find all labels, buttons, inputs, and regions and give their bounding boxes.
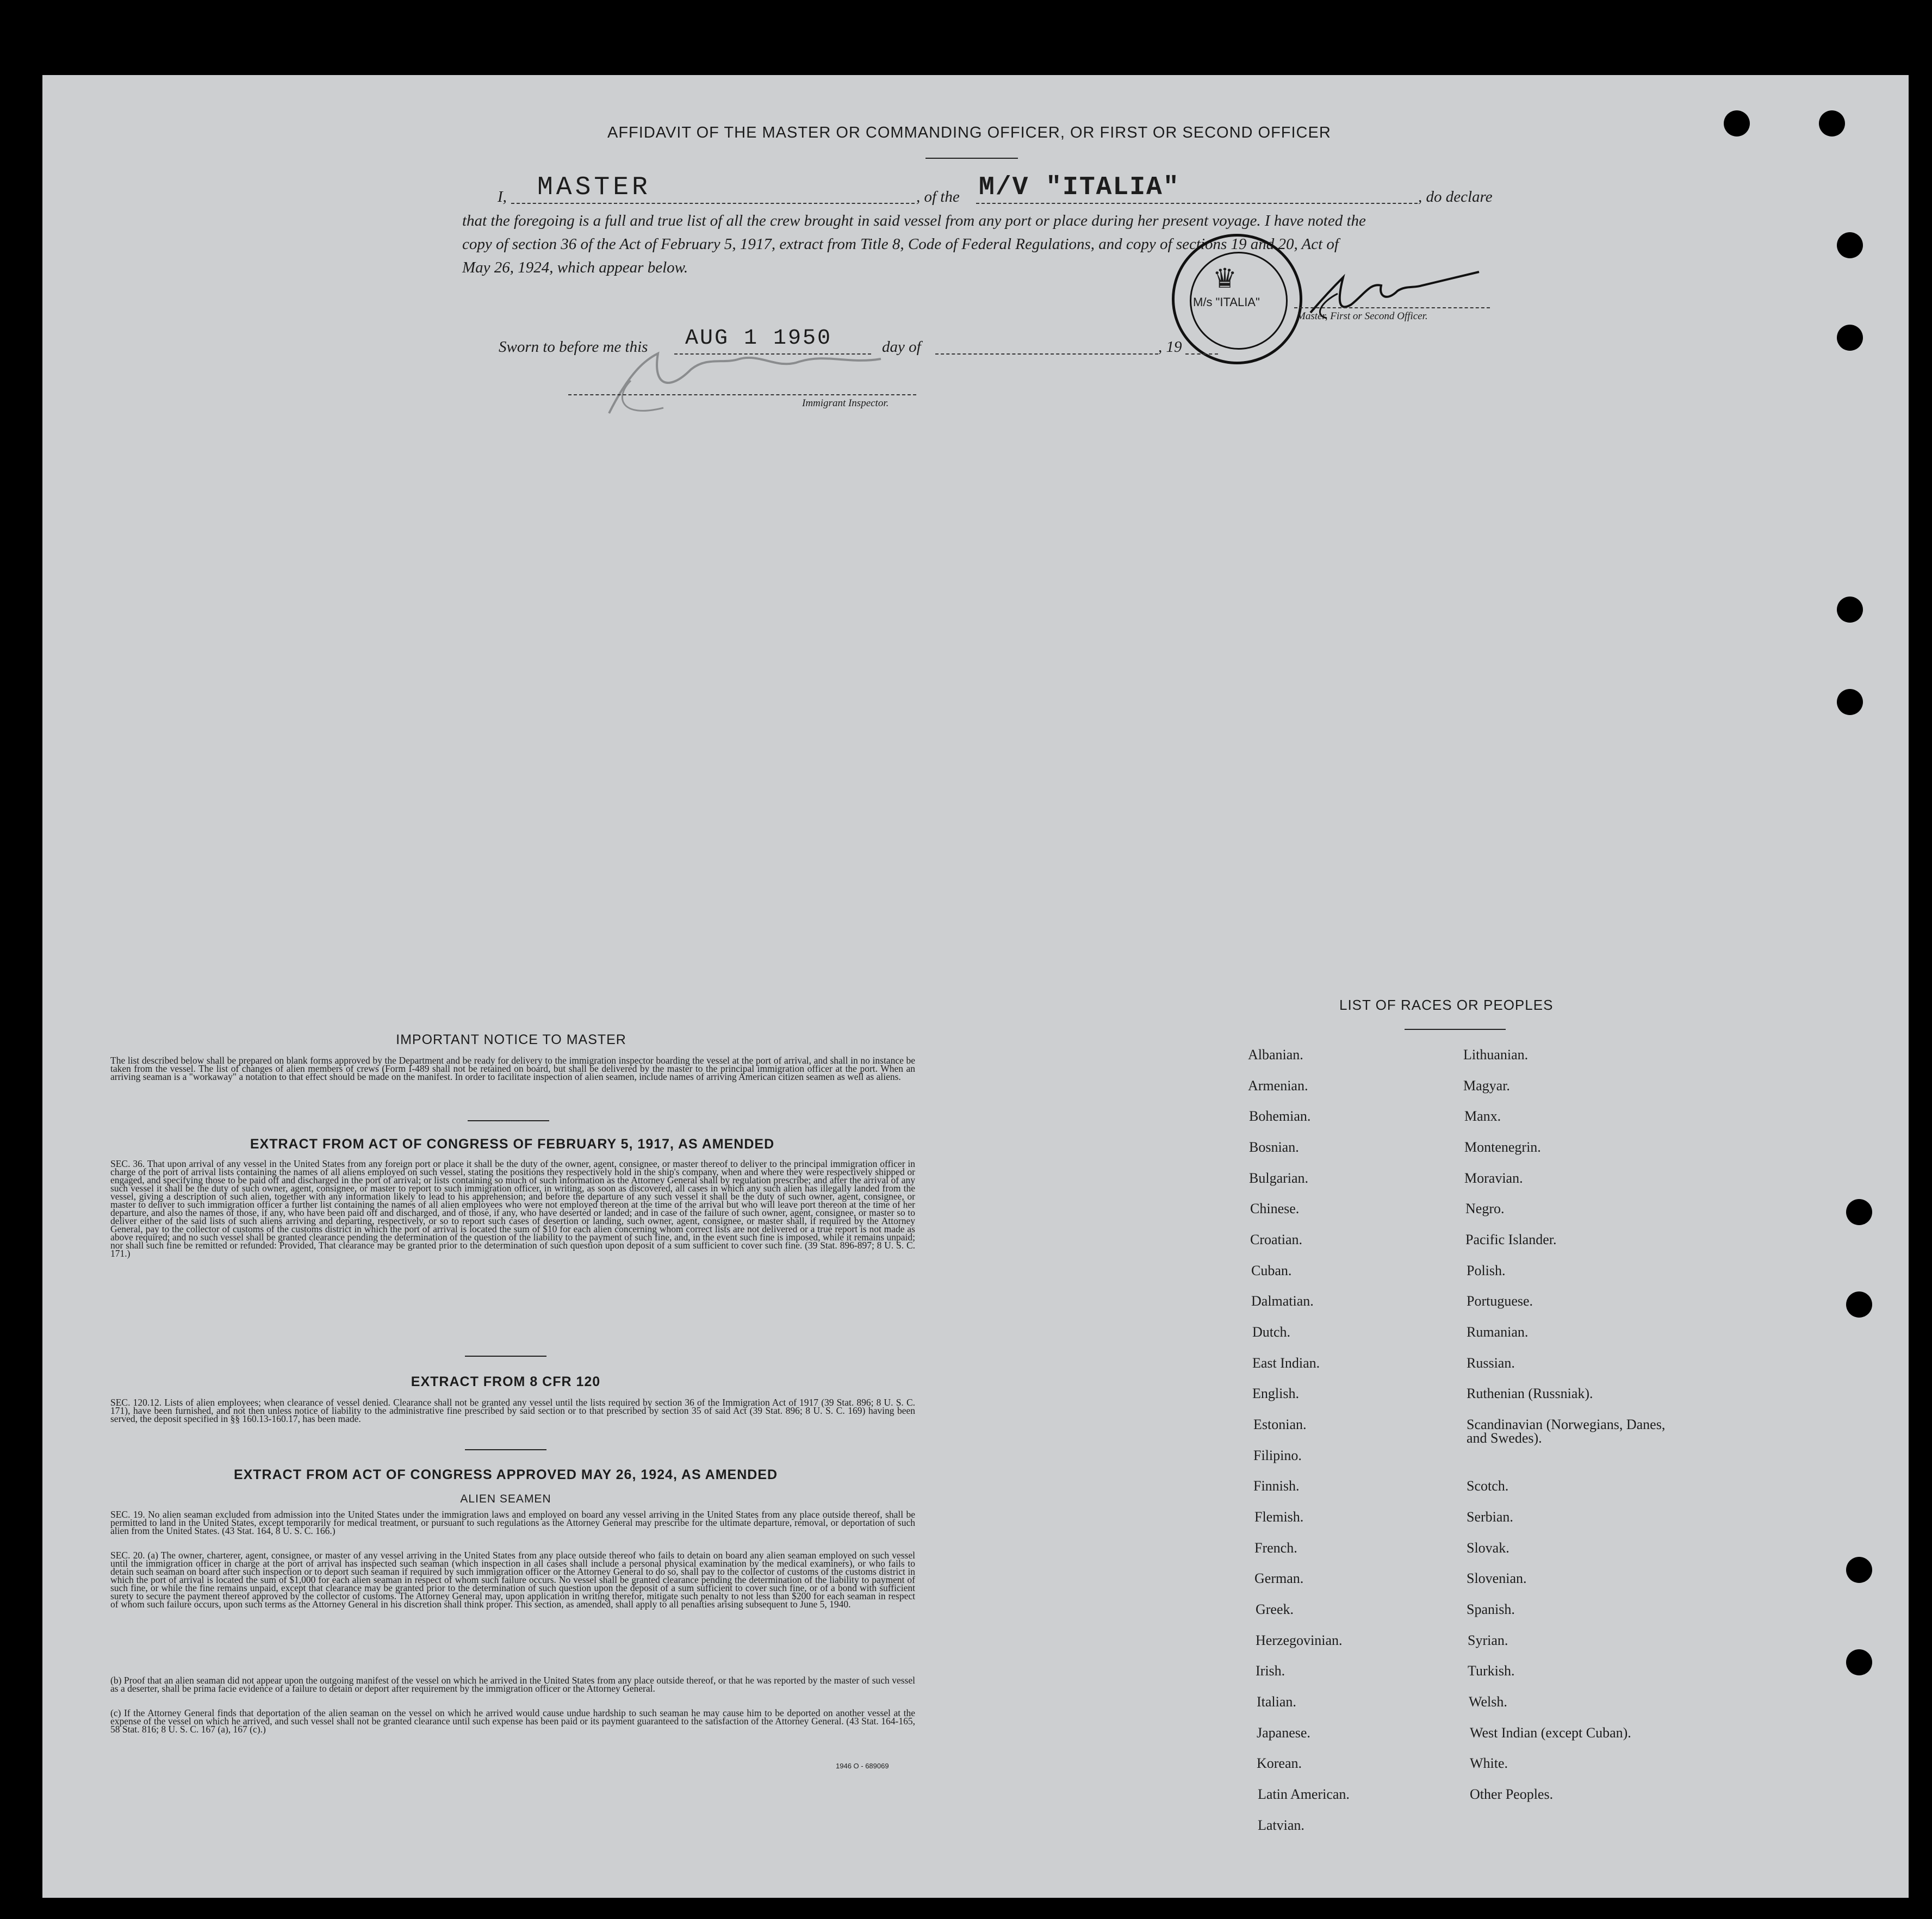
race-item: Magyar.	[1463, 1078, 1510, 1094]
race-item: West Indian (except Cuban).	[1470, 1725, 1631, 1741]
inspector-signature-line	[568, 394, 916, 395]
race-item: Korean.	[1257, 1755, 1302, 1771]
punch-hole	[1837, 232, 1863, 258]
notice-divider	[468, 1120, 549, 1121]
race-item: Albanian.	[1248, 1047, 1303, 1063]
sec-20b-text: (b) Proof that an alien seaman did not appear upon the outgoing manifest of the vessel on which he arrived in the United States from any place outside thereof, or that he was reported by the master of such vessel as a deserter, shall be prima facie evidence of a failure to detain or deport after requirement by the immigration officer or the Attorney General.	[110, 1675, 915, 1694]
race-item: Scotch.	[1467, 1478, 1509, 1494]
race-item: Moravian.	[1464, 1170, 1523, 1186]
notice-text: The list described below shall be prepared on blank forms approved by the Department and be ready for delivery to the immigration inspector boarding the vessel at the port of arrival, and shall in no instance be taken from the vessel. The list of changes of alien members of crews (Form I-489 shall not be retained on board, but shall be delivered by the master to the principal immigration officer at the port. When an arriving seaman is a "workaway" a notation to that effect should be made on the manifest. In order to facilitate inspection of alien seamen, include names of arriving American citizen seamen as well as aliens.	[110, 1055, 915, 1082]
affidavit-line-2: that the foregoing is a full and true list of all the crew brought in said vessel from any port or place during her present voyage. I have noted the	[462, 212, 1366, 229]
race-item: East Indian.	[1252, 1355, 1320, 1371]
races-divider	[1405, 1029, 1506, 1030]
race-item: Ruthenian (Russniak).	[1467, 1386, 1593, 1401]
print-code: 1946 O - 689069	[836, 1762, 889, 1770]
shipping-agent-stamp	[1172, 234, 1302, 364]
race-item: Greek.	[1256, 1601, 1294, 1617]
race-item: Syrian.	[1468, 1632, 1508, 1648]
punch-hole	[1837, 689, 1863, 715]
vessel-line	[976, 203, 1418, 204]
race-item: Finnish.	[1253, 1478, 1300, 1494]
race-item: Croatian.	[1250, 1232, 1303, 1247]
punch-hole	[1837, 597, 1863, 623]
race-item: Bosnian.	[1249, 1139, 1299, 1155]
race-item: Welsh.	[1469, 1694, 1507, 1710]
extract-cfr-heading: EXTRACT FROM 8 CFR 120	[411, 1374, 601, 1389]
race-item: Polish.	[1467, 1263, 1506, 1278]
race-item: Bohemian.	[1249, 1108, 1311, 1124]
race-item: Montenegrin.	[1464, 1139, 1541, 1155]
race-item: Scandinavian (Norwegians, Danes, and Swedes).	[1467, 1417, 1666, 1446]
day-of-label: day of	[882, 338, 921, 356]
race-item: Latvian.	[1258, 1817, 1304, 1833]
race-item: Pacific Islander.	[1465, 1232, 1557, 1247]
race-item: Latin American.	[1258, 1786, 1350, 1802]
inspector-signature	[598, 337, 903, 430]
punch-hole	[1846, 1291, 1872, 1318]
inspector-caption: Immigrant Inspector.	[802, 398, 889, 409]
race-item: Spanish.	[1467, 1601, 1515, 1617]
vessel-name: M/V "ITALIA"	[979, 173, 1180, 202]
races-heading: LIST OF RACES OR PEOPLES	[1339, 997, 1554, 1013]
race-item: Rumanian.	[1467, 1324, 1529, 1340]
sec-19-text: SEC. 19. No alien seaman excluded from admission into the United States under the immigration laws and employed on board any vessel arriving in the United States from any place outside thereof, shall be permitted to land in the United States, except temporarily for medical treatment, or pursuant to such regulations as the Attorney General may prescribe for the ultimate departure, removal, or deportation of such alien from the United States. (43 Stat. 164, 8 U. S. C. 166.)	[110, 1509, 915, 1536]
punch-hole	[1837, 325, 1863, 351]
race-item: Irish.	[1256, 1663, 1285, 1679]
stamp-ship-name: M/s "ITALIA"	[1193, 295, 1260, 309]
of-the-label: , of the	[916, 188, 960, 206]
race-item: Turkish.	[1468, 1663, 1515, 1679]
title-divider	[925, 158, 1018, 159]
year-line	[1185, 353, 1218, 355]
extract-cfr-divider	[465, 1449, 546, 1450]
sec-20a-text: SEC. 20. (a) The owner, charterer, agent, consignee, or master of any vessel arriving in the United States from any place outside thereof who fails to detain on board any alien seaman employed on such vessel until the immigration officer in charge at the port of arrival has inspected such seaman (which inspection in all cases shall include a personal physical examination by the medical examiners), or who fails to detain such seaman on board after such inspection or to deport such seaman if required by such immigration officer or the Attorney General to do so, shall pay to the collector of customs of the customs district in which the port of arrival is located the sum of $1,000 for each alien seaman in respect of whom such failure occurs. No vessel shall be granted clearance pending the determination of the liability to payment of such fine, or while the fine remains unpaid, except that clearance may be granted prior to the determination of such question upon the deposit of a sum sufficient to cover such fine, or of a bond with sufficient surety to secure the payment thereof approved by the collector of customs. The Attorney General may, upon application in writing therefor, mitigate such penalty to not less than $200 for each seaman in respect of whom such failure occurs, upon such terms as the Attorney General in his discretion shall think proper. This section, as amended, shall apply to all penalties arising subsequent to June 5, 1940.	[110, 1550, 915, 1610]
punch-hole	[1846, 1649, 1872, 1675]
crown-icon: ♛	[1213, 263, 1237, 294]
form-page	[42, 75, 1909, 1898]
punch-hole	[1846, 1557, 1872, 1583]
sec-20c-text: (c) If the Attorney General finds that deportation of the alien seaman on the vessel on which he arrived would cause undue hardship to such seaman he may cause him to be deported on another vessel at the expense of the vessel on which he arrived, and such vessel shall not be granted clearance until such expense has been paid or its payment guaranteed to the satisfaction of the Attorney General. (43 Stat. 164-165, 58 Stat. 816; 8 U. S. C. 167 (a), 167 (c).)	[110, 1707, 915, 1735]
race-item: Cuban.	[1251, 1263, 1292, 1278]
race-item: Negro.	[1465, 1201, 1505, 1216]
name-line	[511, 203, 915, 204]
notice-heading: IMPORTANT NOTICE TO MASTER	[396, 1032, 626, 1047]
i-label: I,	[498, 188, 507, 206]
race-item: English.	[1252, 1386, 1299, 1401]
race-item: Serbian.	[1467, 1509, 1513, 1525]
do-declare-label: , do declare	[1418, 188, 1493, 206]
punch-hole	[1819, 110, 1845, 136]
extract-1917-heading: EXTRACT FROM ACT OF CONGRESS OF FEBRUARY 5, 1917, AS AMENDED	[250, 1137, 775, 1152]
race-item: Armenian.	[1248, 1078, 1308, 1094]
extract-1924-heading: EXTRACT FROM ACT OF CONGRESS APPROVED MAY 26, 1924, AS AMENDED	[233, 1467, 778, 1482]
affidavit-line-4: May 26, 1924, which appear below.	[462, 259, 688, 276]
race-item: Russian.	[1467, 1355, 1515, 1371]
declarant-name: MASTER	[537, 173, 651, 202]
punch-hole	[1724, 110, 1750, 136]
race-item: Italian.	[1257, 1694, 1296, 1710]
race-item: French.	[1254, 1540, 1297, 1556]
extract-cfr-text: SEC. 120.12. Lists of alien employees; when clearance of vessel denied. Clearance shall not be granted any vessel until the lists required by section 36 of the Immigration Act of 1917 (39 Stat. 896; 8 U. S. C. 171), have been furnished, and not then unless notice of liability to the administrative fine prescribed by said section or to that prescribed by section 35 of said Act (39 Stat. 896; 8 U. S. C. 169) having been served, the deposit specified in §§ 160.13-160.17, has been made.	[110, 1397, 915, 1424]
race-item: White.	[1470, 1755, 1508, 1771]
race-item: German.	[1254, 1570, 1304, 1586]
race-item: Japanese.	[1257, 1725, 1310, 1741]
race-item: Other Peoples.	[1470, 1786, 1554, 1802]
race-item: Portuguese.	[1467, 1293, 1533, 1309]
race-item: Slovak.	[1467, 1540, 1509, 1556]
race-item: Estonian.	[1253, 1417, 1307, 1432]
sworn-label: Sworn to before me this	[499, 338, 648, 356]
race-item: Slovenian.	[1467, 1570, 1527, 1586]
race-item: Chinese.	[1250, 1201, 1300, 1216]
year-prefix: , 19	[1158, 338, 1182, 356]
punch-hole	[1846, 1199, 1872, 1225]
race-item: Dalmatian.	[1251, 1293, 1314, 1309]
race-item: Lithuanian.	[1463, 1047, 1529, 1063]
extract-1917-divider	[465, 1356, 546, 1357]
race-item: Dutch.	[1252, 1324, 1291, 1340]
race-item: Manx.	[1464, 1108, 1501, 1124]
sworn-date: AUG 1 1950	[685, 326, 833, 351]
race-item: Bulgarian.	[1249, 1170, 1309, 1186]
race-item: Herzegovinian.	[1256, 1632, 1343, 1648]
master-signature-line	[1294, 307, 1490, 308]
master-caption: Master, First or Second Officer.	[1297, 310, 1428, 322]
extract-1917-text: SEC. 36. That upon arrival of any vessel in the United States from any foreign port or place it shall be the duty of the owner, agent, consignee, or master thereof to deliver to the principal immigration officer in charge of the port of arrival lists containing the names of all aliens employed on such vessel, stating the positions they respectively hold in the ship's company, when and where they were respectively shipped or engaged, and specifying those to be paid off and discharged in the port of arrival; or lists containing so much of such information as the Attorney General shall by regulation prescribe; and after the arrival of any such vessel it shall be the duty of such owner, agent, consignee, or master to report to such immigration officer, in writing, as soon as discovered, all cases in which any such alien has illegally landed from the vessel, giving a description of such alien, together with any information likely to lead to his apprehension; and before the departure of any such vessel it shall be the duty of such owner, agent, consignee, or master to deliver to such immigration officer a further list containing the names of all alien employees who were not employed thereon at the time of the arrival but who will leave port thereon at the time of her departure, and also the names of those, if any, who have been paid off and discharged, and of those, if any, who have deserted or landed; and in case of the failure of such owner, agent, consignee, or master so to deliver either of the said lists of such aliens arriving and departing, respectively, or so to report such cases of desertion or landing, such owner, agent, consignee, or master shall, if required by the Attorney General, pay to the collector of customs of the customs district in which the port of arrival is located the sum of $10 for each alien concerning whom correct lists are not delivered or a true report is not made as above required; and no such vessel shall be granted clearance pending the determination of the question of the liability to the payment of such fine, and, in the event such fine is imposed, while it remains unpaid; nor shall such fine be remitted or refunded: Provided, That clearance may be granted prior to the determination of such question upon deposit of a sum sufficient to cover such fine. (39 Stat. 896-897; 8 U. S. C. 171.)	[110, 1158, 915, 1259]
affidavit-title: AFFIDAVIT OF THE MASTER OR COMMANDING OFFICER, OR FIRST OR SECOND OFFICER	[607, 124, 1331, 141]
alien-seamen-subheading: ALIEN SEAMEN	[460, 1493, 551, 1505]
affidavit-line-3: copy of section 36 of the Act of February 5, 1917, extract from Title 8, Code of Federal Regulations, and copy of sections 19 and 20, Act of	[462, 235, 1339, 253]
month-line	[935, 353, 1158, 355]
race-item: Flemish.	[1254, 1509, 1304, 1525]
race-item: Filipino.	[1253, 1448, 1302, 1463]
